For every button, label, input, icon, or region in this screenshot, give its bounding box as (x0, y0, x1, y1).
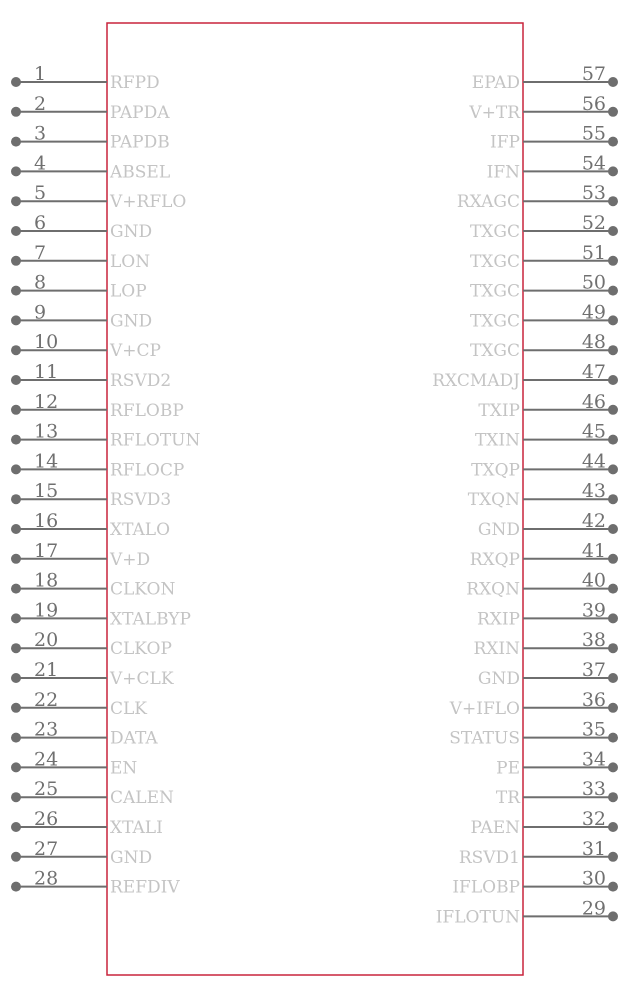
pin-terminal-dot (608, 226, 618, 236)
right-pin-49 (470, 301, 618, 331)
pin-name: XTALO (110, 520, 171, 540)
pin-terminal-dot (608, 494, 618, 504)
left-pin-20 (11, 629, 172, 659)
right-pin-50 (470, 272, 618, 302)
pin-terminal-dot (608, 643, 618, 653)
pin-name: TXGC (469, 341, 520, 362)
pin-terminal-dot (608, 852, 618, 862)
right-pin-39 (477, 599, 618, 629)
pin-terminal-dot (608, 584, 618, 594)
pin-name: XTALI (110, 818, 163, 838)
pin-name: RXQP (469, 549, 520, 570)
left-pin-22 (11, 689, 147, 719)
pin-number: 43 (581, 480, 606, 503)
left-pin-19 (11, 599, 191, 629)
pin-name: PAPDB (110, 132, 170, 153)
right-pin-47 (432, 361, 618, 391)
pin-number: 31 (581, 837, 606, 860)
pin-name: EN (110, 758, 138, 779)
pin-terminal-dot (608, 196, 618, 206)
pin-name: TXGC (469, 251, 520, 272)
pin-terminal-dot (11, 643, 21, 653)
left-pin-14 (11, 450, 184, 480)
pin-number: 28 (34, 867, 59, 890)
pin-number: 49 (581, 301, 606, 324)
pin-name: GND (110, 847, 153, 868)
pin-terminal-dot (11, 613, 21, 623)
pin-number: 24 (34, 748, 59, 771)
pin-name: ABSEL (110, 162, 171, 183)
right-pin-52 (470, 212, 618, 242)
pin-number: 22 (34, 688, 59, 711)
pin-terminal-dot (11, 673, 21, 683)
right-pin-54 (487, 152, 618, 182)
left-pin-12 (11, 391, 184, 421)
left-pin-2 (11, 93, 170, 123)
pin-number: 7 (34, 241, 47, 264)
right-pin-38 (474, 629, 619, 659)
pin-number: 20 (34, 629, 59, 652)
right-pin-48 (470, 331, 618, 361)
pin-terminal-dot (11, 494, 21, 504)
pin-name: XTALBYP (110, 609, 191, 630)
pin-name: TXQN (467, 490, 520, 511)
left-pin-21 (11, 659, 174, 689)
pin-name: LON (110, 251, 151, 272)
pin-name: IFLOBP (452, 877, 520, 898)
pin-name: RSVD2 (110, 371, 172, 391)
pin-number: 46 (581, 390, 606, 413)
pin-name: V+D (110, 549, 151, 570)
pin-terminal-dot (608, 315, 618, 325)
pin-number: 44 (581, 450, 606, 473)
right-pin-group (432, 63, 618, 927)
pin-name: RSVD3 (110, 490, 172, 511)
left-pin-15 (11, 480, 171, 510)
pin-name: PAEN (470, 818, 520, 838)
left-pin-24 (11, 748, 137, 778)
right-pin-35 (449, 719, 618, 749)
pin-name: PAPDA (110, 102, 170, 123)
pin-number: 53 (581, 182, 606, 205)
pin-number: 50 (581, 271, 606, 294)
pin-number: 37 (581, 659, 606, 681)
pin-number: 47 (581, 361, 606, 383)
pin-number: 11 (34, 361, 59, 383)
pin-name: LOP (110, 281, 147, 302)
pin-name: V+TR (469, 102, 520, 123)
left-pin-10 (11, 331, 161, 361)
pin-name: RXCMADJ (432, 371, 520, 391)
pin-name: IFP (490, 132, 520, 153)
left-pin-17 (11, 540, 150, 570)
right-pin-51 (470, 242, 618, 272)
pin-name: RXIP (476, 609, 520, 630)
pin-number: 9 (34, 301, 47, 324)
left-pin-26 (11, 808, 163, 838)
right-pin-40 (466, 570, 618, 600)
pin-name: TXQP (471, 460, 520, 481)
pin-number: 29 (581, 897, 606, 920)
left-pin-27 (11, 838, 152, 868)
pin-number: 21 (34, 659, 59, 681)
pin-number: 3 (34, 122, 47, 145)
pin-terminal-dot (11, 882, 21, 892)
pin-number: 38 (581, 629, 606, 652)
pin-number: 34 (581, 748, 606, 771)
pin-number: 51 (581, 241, 606, 264)
pin-number: 17 (34, 539, 59, 562)
left-pin-28 (11, 868, 180, 898)
pin-name: CLK (110, 698, 147, 719)
pin-name: REFDIV (110, 877, 180, 898)
right-pin-42 (478, 510, 618, 540)
pin-number: 6 (34, 212, 47, 234)
pin-name: CLKOP (110, 639, 172, 660)
pin-terminal-dot (11, 733, 21, 743)
right-pin-45 (475, 421, 618, 451)
pin-number: 25 (34, 778, 59, 801)
left-pin-4 (11, 152, 170, 182)
pin-number: 4 (34, 152, 47, 175)
pin-number: 48 (581, 331, 606, 354)
left-pin-1 (11, 63, 160, 93)
pin-number: 41 (581, 539, 606, 562)
pin-name: EPAD (471, 73, 520, 93)
pin-terminal-dot (11, 166, 21, 176)
pin-name: IFN (486, 162, 520, 183)
pin-name: IFLOTUN (435, 907, 520, 928)
left-pin-23 (11, 719, 158, 749)
pin-terminal-dot (608, 882, 618, 892)
right-pin-29 (436, 897, 618, 927)
pin-name: V+CLK (110, 669, 174, 689)
right-pin-41 (470, 540, 618, 570)
pin-terminal-dot (608, 375, 618, 385)
pin-name: V+CP (110, 341, 161, 362)
right-pin-43 (468, 480, 618, 510)
pin-number: 13 (34, 420, 59, 443)
pin-terminal-dot (11, 822, 21, 832)
pin-number: 35 (581, 718, 606, 741)
pin-terminal-dot (608, 166, 618, 176)
left-pin-8 (11, 272, 147, 302)
pin-terminal-dot (11, 524, 21, 534)
pin-name: RFLOCP (110, 460, 185, 481)
pin-name: DATA (110, 728, 158, 749)
pin-name: GND (477, 520, 520, 540)
pin-number: 56 (581, 92, 606, 115)
right-pin-30 (452, 868, 618, 898)
pin-terminal-dot (11, 792, 21, 802)
pin-name: TXIP (478, 400, 520, 421)
pin-terminal-dot (608, 762, 618, 772)
right-pin-36 (449, 689, 618, 719)
right-pin-57 (472, 63, 618, 93)
pin-number: 57 (581, 63, 606, 85)
pin-terminal-dot (11, 196, 21, 206)
pin-terminal-dot (608, 345, 618, 355)
left-pin-3 (11, 123, 170, 153)
right-pin-31 (459, 838, 618, 868)
pin-terminal-dot (11, 375, 21, 385)
left-pin-9 (11, 301, 152, 331)
pin-name: TXGC (469, 281, 520, 302)
right-pin-55 (490, 123, 618, 153)
right-pin-44 (471, 450, 618, 480)
pin-number: 45 (581, 420, 606, 443)
pin-name: STATUS (449, 728, 520, 749)
left-pin-18 (11, 570, 175, 600)
pin-terminal-dot (11, 435, 21, 445)
pin-terminal-dot (608, 524, 618, 534)
pin-terminal-dot (11, 137, 21, 147)
pin-name: RXAGC (456, 192, 520, 213)
pin-terminal-dot (11, 315, 21, 325)
pin-name: RFLOTUN (110, 430, 201, 451)
pin-name: GND (477, 669, 520, 689)
pin-number: 32 (581, 808, 606, 830)
pin-name: GND (110, 222, 153, 242)
pin-terminal-dot (608, 405, 618, 415)
pin-number: 27 (34, 837, 59, 860)
pin-name: RSVD1 (458, 847, 520, 868)
left-pin-7 (11, 242, 150, 272)
pin-number: 10 (34, 331, 59, 354)
pin-terminal-dot (11, 107, 21, 117)
pin-terminal-dot (608, 256, 618, 266)
left-pin-5 (11, 182, 186, 212)
pin-terminal-dot (608, 435, 618, 445)
pin-number: 2 (34, 92, 47, 115)
pin-terminal-dot (608, 137, 618, 147)
right-pin-33 (496, 778, 618, 808)
pin-number: 5 (34, 182, 47, 205)
pin-number: 42 (581, 510, 606, 532)
pin-terminal-dot (608, 613, 618, 623)
left-pin-group (11, 63, 200, 898)
pin-name: CLKON (110, 579, 176, 600)
pin-name: TXGC (469, 311, 520, 332)
left-pin-16 (11, 510, 170, 540)
pin-number: 18 (34, 569, 59, 592)
pin-name: RXIN (473, 639, 520, 660)
pin-number: 15 (34, 480, 59, 503)
left-pin-25 (11, 778, 174, 808)
pin-number: 30 (581, 867, 606, 890)
pin-number: 54 (581, 152, 606, 175)
pin-number: 16 (34, 510, 59, 532)
pin-terminal-dot (608, 464, 618, 474)
pin-terminal-dot (11, 286, 21, 296)
right-pin-37 (478, 659, 618, 689)
right-pin-46 (478, 391, 618, 421)
pin-number: 1 (34, 63, 47, 85)
pin-terminal-dot (11, 464, 21, 474)
pin-terminal-dot (11, 852, 21, 862)
pin-name: CALEN (110, 788, 174, 809)
pin-number: 8 (34, 271, 47, 294)
pin-terminal-dot (608, 107, 618, 117)
pin-terminal-dot (11, 554, 21, 564)
pin-terminal-dot (608, 77, 618, 87)
pin-number: 39 (581, 599, 606, 622)
pin-terminal-dot (608, 554, 618, 564)
pin-number: 14 (34, 450, 59, 473)
left-pin-6 (11, 212, 152, 242)
pin-name: V+IFLO (449, 698, 520, 719)
pin-terminal-dot (11, 584, 21, 594)
right-pin-32 (471, 808, 618, 838)
pin-terminal-dot (11, 345, 21, 355)
pin-name: RFPD (110, 73, 160, 93)
pin-number: 12 (34, 390, 59, 413)
pin-terminal-dot (608, 733, 618, 743)
pin-number: 33 (581, 778, 606, 801)
pin-number: 55 (581, 122, 606, 145)
pin-terminal-dot (608, 792, 618, 802)
pin-name: V+RFLO (110, 192, 187, 213)
pin-name: TXIN (474, 430, 520, 451)
pin-terminal-dot (11, 226, 21, 236)
pin-terminal-dot (11, 405, 21, 415)
pin-terminal-dot (11, 77, 21, 87)
pin-number: 40 (581, 569, 606, 592)
pin-terminal-dot (608, 703, 618, 713)
pin-terminal-dot (608, 286, 618, 296)
pin-name: RFLOBP (110, 400, 184, 421)
pin-terminal-dot (11, 703, 21, 713)
right-pin-53 (457, 182, 618, 212)
pin-number: 23 (34, 718, 59, 741)
pin-name: RXQN (466, 579, 520, 600)
pin-number: 19 (34, 599, 59, 622)
pin-number: 52 (581, 212, 606, 234)
right-pin-34 (496, 748, 618, 778)
pin-terminal-dot (608, 822, 618, 832)
pin-number: 26 (34, 808, 59, 830)
pin-terminal-dot (608, 673, 618, 683)
pin-name: GND (110, 311, 153, 332)
pin-terminal-dot (608, 911, 618, 921)
pin-name: TXGC (469, 222, 520, 242)
pin-terminal-dot (11, 762, 21, 772)
pin-name: TR (495, 788, 520, 809)
pin-terminal-dot (11, 256, 21, 266)
left-pin-11 (11, 361, 171, 391)
pin-number: 36 (581, 688, 606, 711)
pin-name: PE (496, 758, 520, 779)
right-pin-56 (468, 93, 618, 123)
left-pin-13 (11, 421, 200, 451)
